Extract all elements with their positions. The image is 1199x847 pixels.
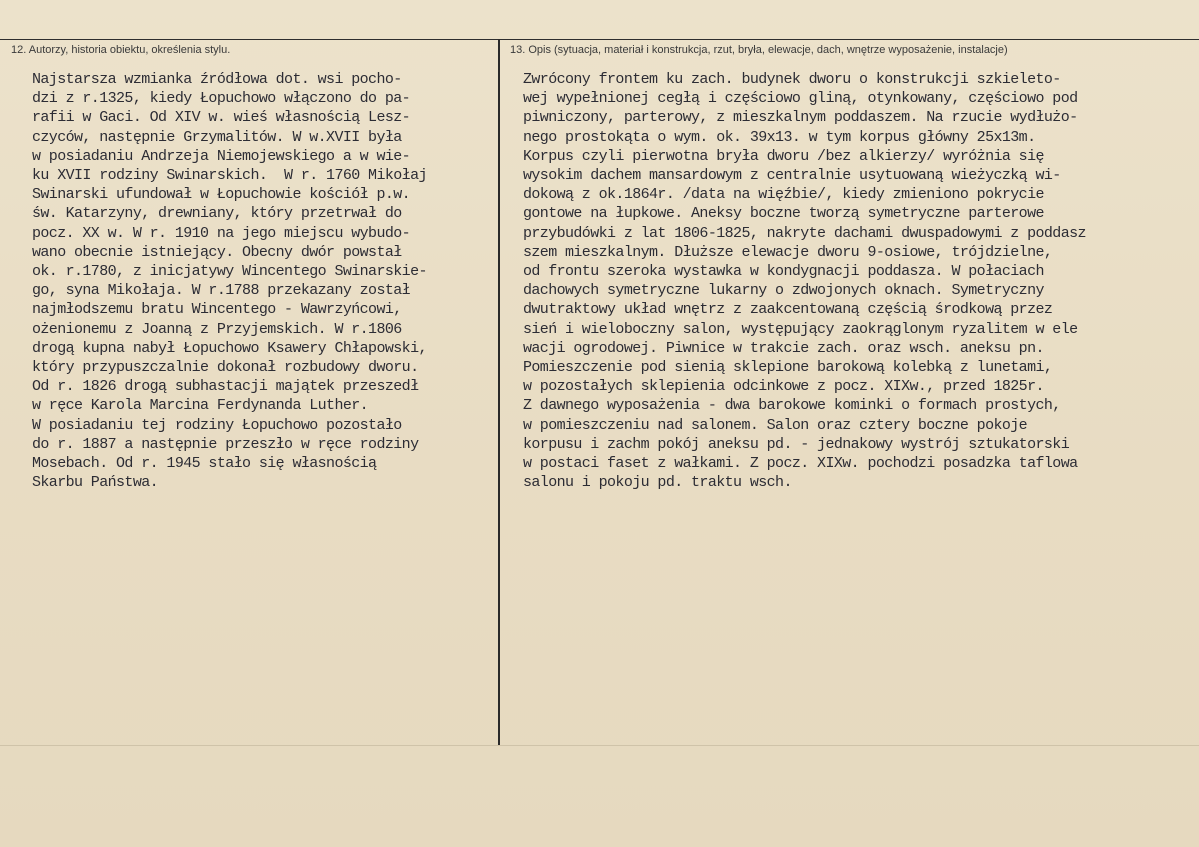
history-line: ożenionemu z Joanną z Przyjemskich. W r.1806 xyxy=(32,320,402,338)
description-line: gontowe na łupkowe. Aneksy boczne tworzą symetryczne parterowe xyxy=(523,205,1044,223)
history-line: wano obecnie istniejący. Obecny dwór powstał xyxy=(32,243,402,261)
description-line: wacji ogrodowej. Piwnice w trakcie zach. oraz wsch. aneksu pn. xyxy=(523,339,1044,357)
description-line: wysokim dachem mansardowym z centralnie usytuowaną wieżyczką wi- xyxy=(523,167,1061,185)
description-line: Zwrócony frontem ku zach. budynek dworu o konstrukcji szkieleto- xyxy=(523,71,1061,88)
history-line: Swinarski ufundował w Łopuchowie kościół p.w. xyxy=(32,186,411,204)
history-line: w posiadaniu Andrzeja Niemojewskiego a w wie- xyxy=(32,147,411,165)
description-line: w pozostałych sklepienia odcinkowe z pocz. XIXw., przed 1825r. xyxy=(523,378,1044,396)
history-line: W posiadaniu tej rodziny Łopuchowo pozostało xyxy=(32,416,402,434)
history-line: Skarbu Państwa. xyxy=(32,474,159,492)
history-line: ok. r.1780, z inicjatywy Wincentego Swinarskie- xyxy=(32,263,427,281)
history-line: czyców, następnie Grzymalitów. W w.XVII była xyxy=(32,128,402,146)
description-line: salonu i pokoju pd. traktu wsch. xyxy=(523,474,792,492)
history-line: go, syna Mikołaja. W r.1788 przekazany został xyxy=(32,282,411,300)
description-line: dokową z ok.1864r. /data na więźbie/, kiedy zmieniono pokrycie xyxy=(523,186,1044,204)
description-line: Z dawnego wyposażenia - dwa barokowe kominki o formach prostych, xyxy=(523,397,1061,415)
description-line: dachowych symetryczne lukarny o zdwojonych oknach. Symetryczny xyxy=(523,282,1044,300)
section-13-heading: 13. Opis (sytuacja, materiał i konstrukcja, rzut, bryła, elewacje, dach, wnętrze wyposażenie, instalacje) xyxy=(510,44,1008,56)
description-line: Pomieszczenie pod sienią sklepione barokową kolebką z lunetami, xyxy=(523,359,1053,377)
history-line: drogą kupna nabył Łopuchowo Ksawery Chłapowski, xyxy=(32,339,427,357)
description-line: od frontu szeroka wystawka w kondygnacji poddasza. W połaciach xyxy=(523,263,1044,281)
section-12-heading: 12. Autorzy, historia obiektu, określenia stylu. xyxy=(11,44,231,56)
history-line: do r. 1887 a następnie przeszło w ręce rodziny xyxy=(32,435,419,453)
history-line: który przypuszczalnie dokonał rozbudowy dworu. xyxy=(32,359,419,377)
history-line: Mosebach. Od r. 1945 stało się własnością xyxy=(32,455,377,473)
history-line: pocz. XX w. W r. 1910 na jego miejscu wybudo- xyxy=(32,224,411,242)
history-line: w ręce Karola Marcina Ferdynanda Luther. xyxy=(32,397,369,415)
bottom-rule xyxy=(0,745,1199,746)
description-line: nego prostokąta o wym. ok. 39x13. w tym korpus główny 25x13m. xyxy=(523,128,1036,146)
description-line: piwniczony, parterowy, z mieszkalnym poddaszem. Na rzucie wydłużo- xyxy=(523,109,1078,127)
description-line: szem mieszkalnym. Dłuższe elewacje dworu 9-osiowe, trójdzielne, xyxy=(523,243,1053,261)
description-line: Korpus czyli pierwotna bryła dworu /bez alkierzy/ wyróżnia się xyxy=(523,147,1044,165)
history-line: najmłodszemu bratu Wincentego - Wawrzyńcowi, xyxy=(32,301,402,319)
history-line: dzi z r.1325, kiedy Łopuchowo włączono do pa- xyxy=(32,90,411,108)
header-rule xyxy=(0,39,1199,40)
description-line: korpusu i zachm pokój aneksu pd. - jednakowy wystrój sztukatorski xyxy=(523,435,1070,453)
description-line: w postaci faset z wałkami. Z pocz. XIXw. pochodzi posadzka taflowa xyxy=(523,455,1078,473)
description-line: przybudówki z lat 1806-1825, nakryte dachami dwuspadowymi z poddasz xyxy=(523,224,1086,242)
history-line: rafii w Gaci. Od XIV w. wieś własnością Lesz- xyxy=(32,109,411,127)
description-line: wej wypełnionej cegłą i częściowo gliną, otynkowany, częściowo pod xyxy=(523,90,1078,108)
description-line: w pomieszczeniu nad salonem. Salon oraz cztery boczne pokoje xyxy=(523,416,1028,434)
history-line: ku XVII rodziny Swinarskich. W r. 1760 Mikołaj xyxy=(32,167,427,185)
description-line: sień i wieloboczny salon, występujący zaokrąglonym ryzalitem w ele xyxy=(523,320,1078,338)
description-text xyxy=(523,70,1199,492)
history-line: św. Katarzyny, drewniany, który przetrwał do xyxy=(32,205,402,223)
history-line: Od r. 1826 drogą subhastacji majątek przeszedł xyxy=(32,378,419,396)
history-line: Najstarsza wzmianka źródłowa dot. wsi pocho- xyxy=(32,71,402,88)
history-text xyxy=(32,70,502,492)
description-line: dwutraktowy układ wnętrz z zaakcentowaną częścią środkową przez xyxy=(523,301,1053,319)
